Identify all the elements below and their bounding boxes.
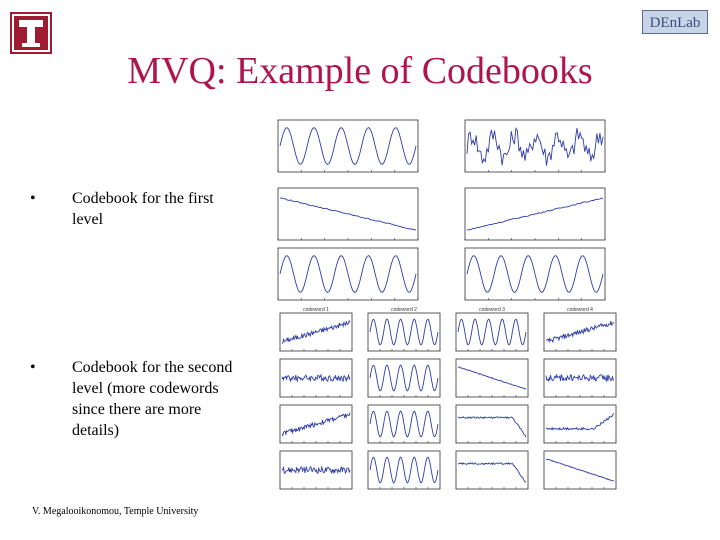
first-level-plot <box>465 188 605 240</box>
second-level-plot <box>456 451 528 489</box>
slide-title: MVQ: Example of Codebooks <box>127 50 593 92</box>
second-level-plot <box>280 307 352 351</box>
panel-title: codeword 1 <box>303 307 329 313</box>
bullet-first-level <box>30 188 240 230</box>
first-level-plot <box>278 188 418 240</box>
second-level-plot <box>280 359 352 397</box>
first-level-codebook-figure <box>258 110 618 305</box>
panel-title: codeword 3 <box>479 307 505 313</box>
second-level-codebook-figure <box>268 305 623 493</box>
second-level-plot <box>280 405 352 443</box>
bullet-marker: • <box>30 190 36 207</box>
second-level-plot <box>544 307 616 351</box>
panel-title: codeword 2 <box>391 307 417 313</box>
second-level-plot <box>456 405 528 443</box>
bullet-text: Codebook for the first level <box>72 190 214 228</box>
first-level-plot <box>278 120 418 172</box>
first-level-plot <box>465 248 605 300</box>
bullet-text: Codebook for the second level (more codewords since there are more details) <box>72 359 233 439</box>
second-level-plot <box>544 405 616 443</box>
bullet-second-level <box>30 357 240 441</box>
first-level-plot <box>278 248 418 300</box>
footer-credit: V. Megalooikonomou, Temple University <box>32 506 199 517</box>
second-level-plot <box>456 359 528 397</box>
second-level-plot <box>368 451 440 489</box>
denlab-logo: DEnLab <box>642 10 708 34</box>
plot-frame <box>544 405 616 443</box>
second-level-plot <box>368 359 440 397</box>
second-level-plot <box>368 307 440 351</box>
second-level-plot <box>368 405 440 443</box>
first-level-plot <box>465 120 605 172</box>
panel-title: codeword 4 <box>567 307 593 313</box>
bullet-marker: • <box>30 359 36 376</box>
temple-t-logo <box>10 12 52 54</box>
second-level-plot <box>544 359 616 397</box>
second-level-plot <box>456 307 528 351</box>
second-level-plot <box>280 451 352 489</box>
second-level-plot <box>544 451 616 489</box>
